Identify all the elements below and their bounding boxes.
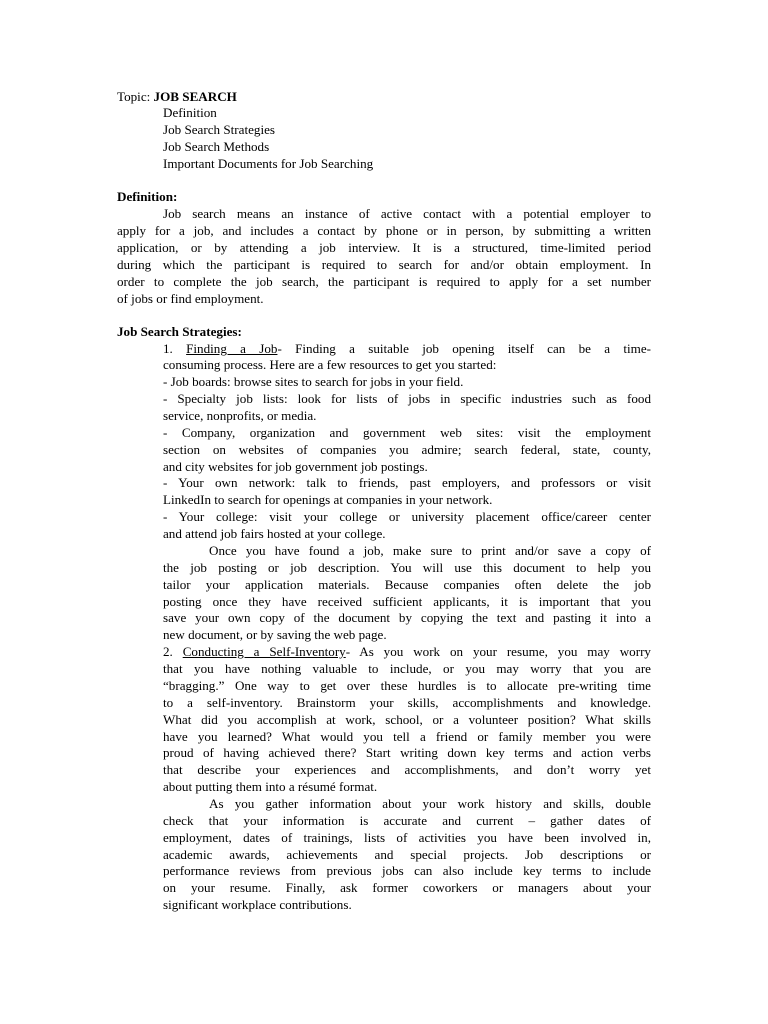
item2-line: performance reviews from previous jobs can also include key terms to include — [163, 863, 651, 878]
item1-line: tailor your application materials. Because companies often delete the job — [163, 577, 651, 592]
item1-line: the job posting or job description. You will use this document to help you — [163, 560, 651, 575]
item1-line: - Job boards: browse sites to search for jobs in your field. — [163, 374, 464, 389]
item1-line: and city websites for job government job postings. — [163, 459, 428, 474]
definition-line: apply for a job, and includes a contact by phone or in person, by submitting a written — [117, 223, 651, 238]
item1-line: - Your own network: talk to friends, past employers, and professors or visit — [163, 475, 651, 490]
item2-line: check that your information is accurate and current – gather dates of — [163, 813, 651, 828]
item2-line: have you learned? What would you tell a friend or family member you were — [163, 729, 651, 744]
item1-line: and attend job fairs hosted at your college. — [163, 526, 386, 541]
item2-line: What did you accomplish at work, school, or a volunteer position? What skills — [163, 712, 651, 727]
item1-lead: - Finding a suitable job opening itself can be a time- — [277, 341, 652, 356]
item1-line: - Specialty job lists: look for lists of jobs in specific industries such as food — [163, 391, 651, 406]
item2-line: As you gather information about your work history and skills, double — [209, 796, 651, 811]
definition-line: order to complete the job search, the participant is required to apply for a set number — [117, 274, 651, 289]
item2-line: to a self-inventory. Brainstorm your skills, accomplishments and knowledge. — [163, 695, 651, 710]
definition-line: application, or by attending a job interview. It is a structured, time-limited period — [117, 240, 651, 255]
topic-label: Topic: — [117, 89, 151, 104]
definition-line: Job search means an instance of active contact with a potential employer to — [163, 206, 651, 221]
outline-item: Job Search Strategies — [163, 122, 275, 137]
item1-line: save your own copy of the document by copying the text and pasting it into a — [163, 610, 651, 625]
item2-line: on your resume. Finally, ask former coworkers or managers about your — [163, 880, 651, 895]
item1-line: posting once they have received sufficient applicants, it is important that you — [163, 594, 651, 609]
outline-item: Job Search Methods — [163, 139, 270, 154]
item1-line: service, nonprofits, or media. — [163, 408, 317, 423]
item2-number: 2. — [163, 644, 173, 659]
item1-lead-line — [163, 340, 651, 357]
item2-line: academic awards, achievements and special projects. Job descriptions or — [163, 847, 651, 862]
item2-title: Conducting a Self-Inventory — [182, 644, 346, 659]
strategies-heading: Job Search Strategies: — [117, 324, 242, 339]
item2-line: proud of having achieved there? Start writing down key terms and action verbs — [163, 745, 651, 760]
item2-line: “bragging.” One way to get over these hurdles is to allocate pre-writing time — [163, 678, 651, 693]
definition-line: during which the participant is required to search for and/or obtain employment. In — [117, 257, 651, 272]
topic-title: JOB SEARCH — [153, 89, 237, 104]
definition-heading: Definition: — [117, 189, 178, 204]
item2-line: about putting them into a résumé format. — [163, 779, 378, 794]
item1-line: new document, or by saving the web page. — [163, 627, 387, 642]
definition-line: of jobs or find employment. — [117, 291, 264, 306]
outline-item: Important Documents for Job Searching — [163, 156, 374, 171]
item1-line: section on websites of companies you admire; search federal, state, county, — [163, 442, 651, 457]
item2-lead: - As you work on your resume, you may worry — [345, 644, 651, 659]
item2-line: that you have nothing valuable to include, or you may worry that you are — [163, 661, 651, 676]
item2-lead-line — [163, 643, 651, 660]
item1-line: - Your college: visit your college or university placement office/career center — [163, 509, 651, 524]
item1-line: - Company, organization and government web sites: visit the employment — [163, 425, 651, 440]
item1-line: consuming process. Here are a few resources to get you started: — [163, 357, 497, 372]
topic-line — [117, 88, 237, 105]
item1-number: 1. — [163, 341, 173, 356]
item1-title: Finding a Job — [186, 341, 278, 356]
item2-line: employment, dates of trainings, lists of activities you have been involved in, — [163, 830, 651, 845]
item2-line: significant workplace contributions. — [163, 897, 352, 912]
outline-item: Definition — [163, 105, 217, 120]
item2-line: that describe your experiences and accomplishments, and don’t worry yet — [163, 762, 651, 777]
item1-line: LinkedIn to search for openings at companies in your network. — [163, 492, 493, 507]
item1-line: Once you have found a job, make sure to print and/or save a copy of — [209, 543, 651, 558]
